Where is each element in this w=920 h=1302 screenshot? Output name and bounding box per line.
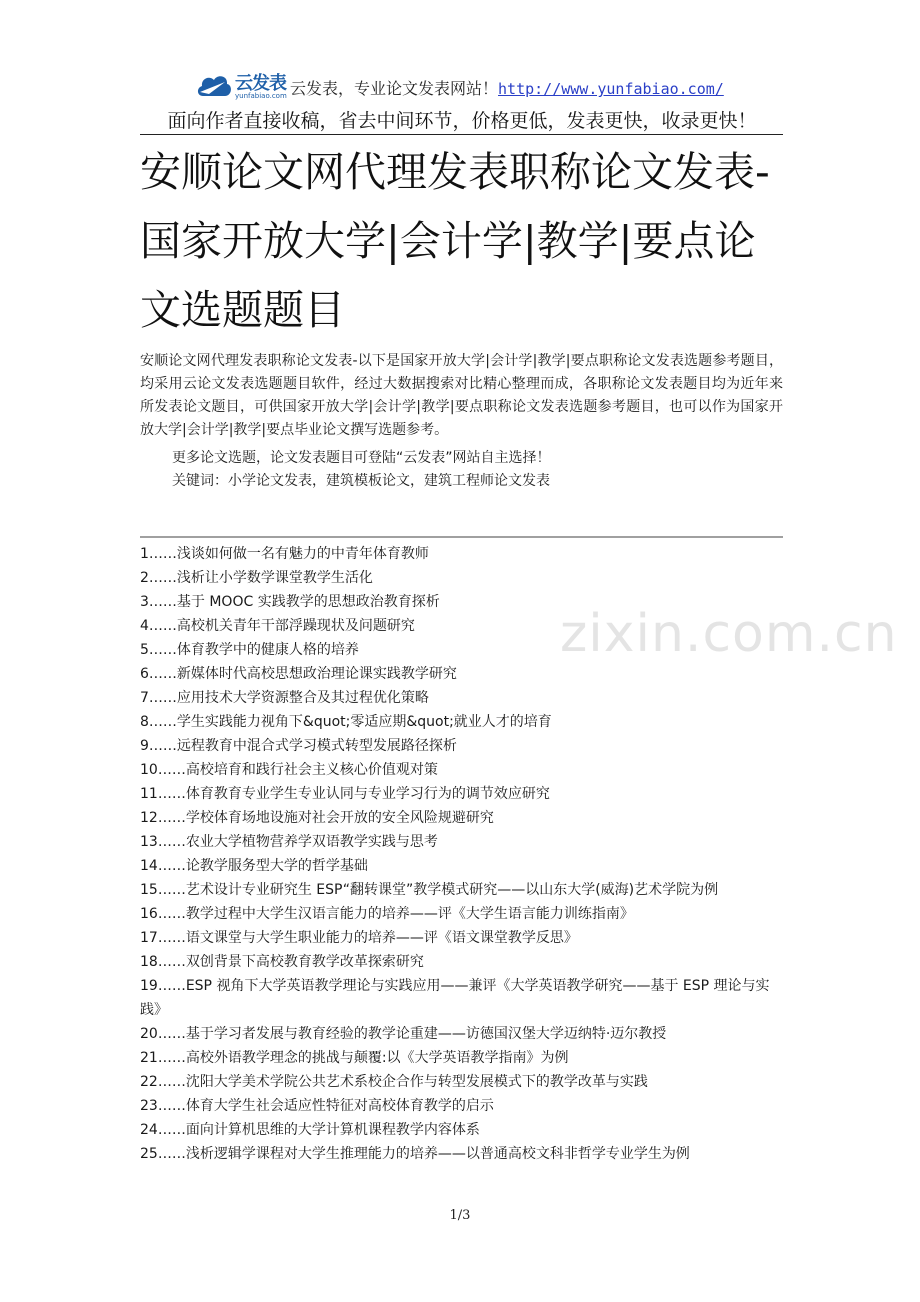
list-item: 25……浅析逻辑学课程对大学生推理能力的培养——以普通高校文科非哲学专业学生为例 — [140, 1146, 690, 1162]
intro-paragraph: 安顺论文网代理发表职称论文发表-以下是国家开放大学|会计学|教学|要点职称论文发表选题参考题目，均采用云论文发表选题题目软件，经过大数据搜索对比精心整理而成，各职称论文发表题目均为近年来所发表论文题目，可供国家开放大学|会计学|教学|要点职称论文发表选题参考题目，也可以作为国家开放大学|会计学|教学|要点毕业论文撰写选题参考。 — [140, 353, 783, 438]
list-item: 5……体育教学中的健康人格的培养 — [140, 642, 359, 658]
list-item: 24……面向计算机思维的大学计算机课程教学内容体系 — [140, 1122, 480, 1138]
logo-domain: yunfabiao.com — [235, 92, 287, 100]
document-title: 安顺论文网代理发表职称论文发表-国家开放大学|会计学|教学|要点论文选题题目 — [140, 148, 770, 334]
slogan-text: 云发表，专业论文发表网站！ — [290, 79, 499, 98]
list-item: 1……浅谈如何做一名有魅力的中青年体育教师 — [140, 546, 429, 562]
list-item: 16……教学过程中大学生汉语言能力的培养——评《大学生语言能力训练指南》 — [140, 906, 634, 922]
page-number: 1/3 — [449, 1208, 471, 1223]
list-item: 3……基于 MOOC 实践教学的思想政治教育探析 — [140, 594, 440, 610]
more-topics-note: 更多论文选题，论文发表题目可登陆“云发表”网站自主选择！ — [172, 450, 551, 466]
site-logo[interactable] — [195, 68, 295, 104]
list-item: 18……双创背景下高校教育教学改革探索研究 — [140, 954, 424, 970]
list-item: 15……艺术设计专业研究生 ESP“翻转课堂”教学模式研究——以山东大学(威海)艺术学院为例 — [140, 882, 719, 898]
header-slogan — [290, 76, 724, 99]
list-item: 2……浅析让小学数学课堂教学生活化 — [140, 570, 373, 586]
list-item: 11……体育教育专业学生专业认同与专业学习行为的调节效应研究 — [140, 786, 550, 802]
list-item: 22……沈阳大学美术学院公共艺术系校企合作与转型发展模式下的教学改革与实践 — [140, 1074, 648, 1090]
list-item: 9……远程教育中混合式学习模式转型发展路径探析 — [140, 738, 457, 754]
list-item: 4……高校机关青年干部浮躁现状及问题研究 — [140, 618, 415, 634]
list-item: 23……体育大学生社会适应性特征对高校体育教学的启示 — [140, 1098, 494, 1114]
list-item: 8……学生实践能力视角下&quot;零适应期&quot;就业人才的培育 — [140, 714, 552, 730]
list-item: 7……应用技术大学资源整合及其过程优化策略 — [140, 690, 429, 706]
cloud-icon — [195, 70, 233, 102]
site-header — [195, 68, 795, 104]
topic-list — [140, 542, 785, 1166]
list-item: 13……农业大学植物营养学双语教学实践与思考 — [140, 834, 438, 850]
list-item: 10……高校培育和践行社会主义核心价值观对策 — [140, 762, 438, 778]
list-divider — [140, 536, 783, 538]
list-item: 21……高校外语教学理念的挑战与颠覆:以《大学英语教学指南》为例 — [140, 1050, 569, 1066]
watermark: zixin.com.cn — [560, 604, 898, 664]
header-divider — [140, 134, 783, 135]
logo-wordmark: 云发表 — [235, 73, 286, 94]
list-item: 12……学校体育场地设施对社会开放的安全风险规避研究 — [140, 810, 494, 826]
list-item: 6……新媒体时代高校思想政治理论课实践教学研究 — [140, 666, 457, 682]
list-item: 20……基于学习者发展与教育经验的教学论重建——访德国汉堡大学迈纳特·迈尔教授 — [140, 1026, 667, 1042]
list-item: 19……ESP 视角下大学英语教学理论与实践应用——兼评《大学英语教学研究——基于 ESP 理论与实践》 — [140, 978, 770, 1018]
keywords-line: 关键词：小学论文发表，建筑模板论文，建筑工程师论文发表 — [172, 473, 550, 489]
header-tagline: 面向作者直接收稿，省去中间环节，价格更低，发表更快，收录更快！ — [167, 110, 757, 132]
list-item: 17……语文课堂与大学生职业能力的培养——评《语文课堂教学反思》 — [140, 930, 578, 946]
site-url-link[interactable]: http://www.yunfabiao.com/ — [498, 80, 724, 98]
list-item: 14……论教学服务型大学的哲学基础 — [140, 858, 368, 874]
